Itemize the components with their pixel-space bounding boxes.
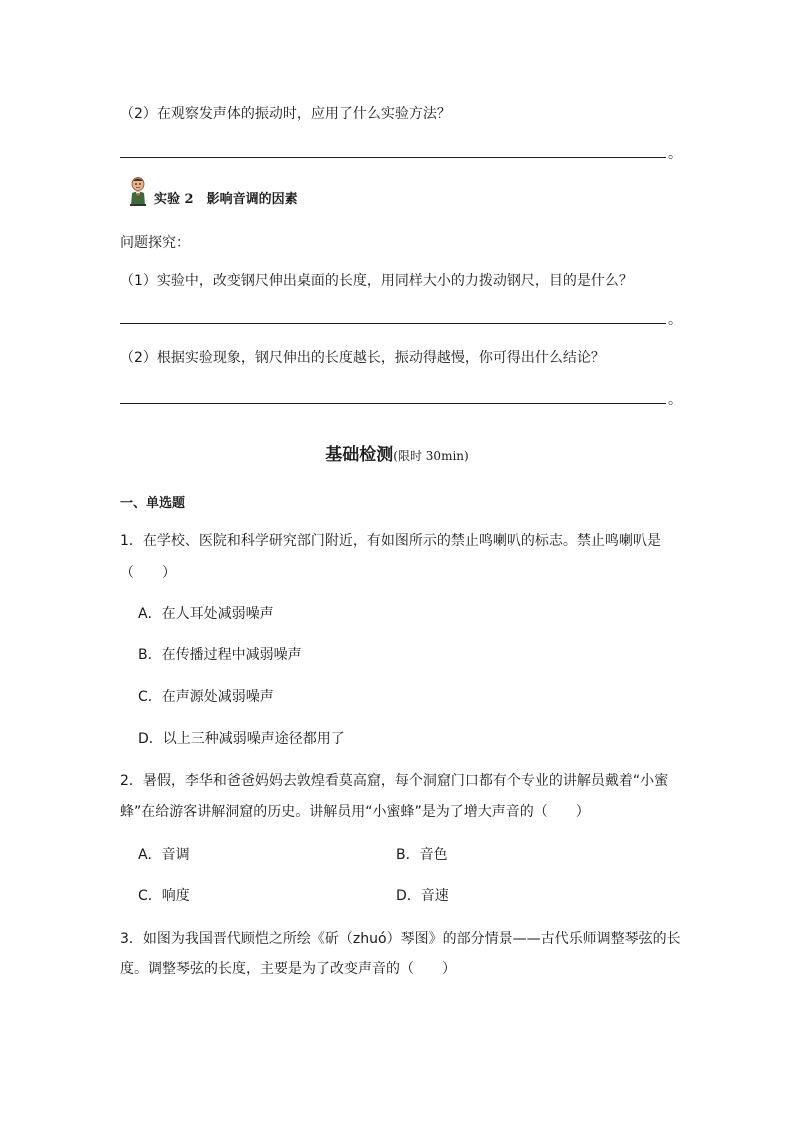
exp2-title: 实验 2 影响音调的因素 bbox=[154, 192, 298, 207]
exp1-answer-line-2[interactable] bbox=[120, 157, 666, 158]
question-2-option-d[interactable]: D．音速 bbox=[396, 888, 449, 904]
question-2-option-b[interactable]: B．音色 bbox=[396, 847, 448, 863]
exp2-question-1: （1）实验中，改变钢尺伸出桌面的长度，用同样大小的力拨动钢尺，目的是什么？ bbox=[120, 273, 633, 289]
exp2-answer-line-2[interactable] bbox=[120, 403, 666, 404]
question-3-line-2: 度。调整琴弦的长度，主要是为了改变声音的（ ） bbox=[120, 961, 456, 977]
exp2-answer-end-2: 。 bbox=[668, 392, 682, 408]
exp2-answer-line-1[interactable] bbox=[120, 323, 666, 324]
exp2-header bbox=[128, 176, 298, 210]
question-1-line-1: 1．在学校、医院和科学研究部门附近，有如图所示的禁止鸣喇叭的标志。禁止鸣喇叭是 bbox=[120, 533, 661, 549]
question-1-option-b[interactable]: B．在传播过程中减弱噪声 bbox=[138, 647, 302, 663]
test-title-main: 基础检测 bbox=[325, 445, 394, 465]
test-time-limit: (限时 30min) bbox=[393, 449, 469, 463]
question-2-line-1: 2．暑假，李华和爸爸妈妈去敦煌看莫高窟，每个洞窟门口都有个专业的讲解员戴着“小蜜 bbox=[120, 773, 669, 789]
question-2-option-a[interactable]: A．音调 bbox=[138, 847, 190, 863]
question-1-line-2: （ ） bbox=[120, 565, 176, 581]
section-heading: 一、单选题 bbox=[120, 496, 186, 511]
exp1-question-2: （2）在观察发声体的振动时，应用了什么实验方法？ bbox=[120, 106, 451, 122]
question-2-line-2: 蜂”在给游客讲解洞窟的历史。讲解员用“小蜜蜂”是为了增大声音的（ ） bbox=[120, 804, 590, 820]
question-1-option-a[interactable]: A．在人耳处减弱噪声 bbox=[138, 606, 274, 622]
question-1-option-c[interactable]: C．在声源处减弱噪声 bbox=[138, 689, 274, 705]
question-1-option-d[interactable]: D．以上三种减弱噪声途径都用了 bbox=[138, 731, 345, 747]
teacher-figure-icon bbox=[128, 176, 148, 210]
question-3-line-1: 3．如图为我国晋代顾恺之所绘《斫（zhuó）琴图》的部分情景——古代乐师调整琴弦的长 bbox=[120, 931, 681, 947]
question-2-option-c[interactable]: C．响度 bbox=[138, 888, 190, 904]
exp1-answer-end: 。 bbox=[668, 146, 682, 162]
exp2-intro: 问题探究： bbox=[120, 235, 190, 251]
test-title bbox=[0, 440, 794, 465]
exp2-answer-end-1: 。 bbox=[668, 312, 682, 328]
exp2-question-2: （2）根据实验现象，钢尺伸出的长度越长，振动得越慢，你可得出什么结论？ bbox=[120, 350, 605, 366]
